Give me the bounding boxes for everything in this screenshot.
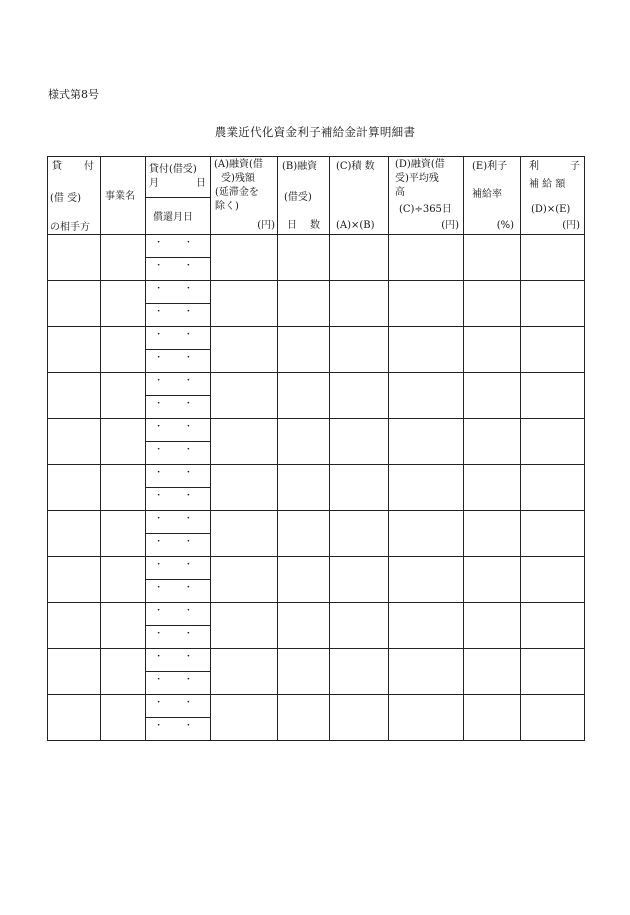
d-average-cell[interactable] [389,511,464,557]
b-days-cell[interactable] [278,557,330,603]
lender-cell[interactable] [48,281,101,327]
c-product-cell[interactable] [330,327,389,373]
header-b-loan-days: (B)融資 (借受) 日 数 [278,157,330,235]
b-days-cell[interactable] [278,281,330,327]
a-balance-cell[interactable] [211,465,278,511]
b-days-cell[interactable] [278,327,330,373]
loan-date-cell[interactable]: ・ ・ [146,373,211,396]
a-balance-cell[interactable] [211,695,278,741]
a-balance-cell[interactable] [211,373,278,419]
document-title: 農業近代化資金利子補給金計算明細書 [214,125,416,139]
e-rate-cell[interactable] [464,281,521,327]
repayment-date-cell[interactable]: ・ ・ [146,350,211,373]
lender-cell[interactable] [48,603,101,649]
loan-date-cell[interactable]: ・ ・ [146,695,211,718]
table-row [48,511,585,534]
f-amount-cell[interactable] [521,603,585,649]
business-cell[interactable] [101,695,146,741]
header-loan-date: 貸付(借受) 月 日 [146,157,211,198]
e-rate-cell[interactable] [464,649,521,695]
c-product-cell[interactable] [330,373,389,419]
d-average-cell[interactable] [389,373,464,419]
b-days-cell[interactable] [278,419,330,465]
lender-cell[interactable] [48,327,101,373]
d-average-cell[interactable] [389,419,464,465]
f-amount-cell[interactable] [521,419,585,465]
d-average-cell[interactable] [389,235,464,281]
table-row [48,419,585,442]
loan-date-cell[interactable]: ・ ・ [146,419,211,442]
c-product-cell[interactable] [330,649,389,695]
business-cell[interactable] [101,281,146,327]
repayment-date-cell[interactable]: ・ ・ [146,534,211,557]
f-amount-cell[interactable] [521,327,585,373]
c-product-cell[interactable] [330,281,389,327]
loan-date-cell[interactable]: ・ ・ [146,511,211,534]
c-product-cell[interactable] [330,511,389,557]
a-balance-cell[interactable] [211,281,278,327]
header-a-loan-balance: (A)融資(借 受)残額 (延滞金を 除く) (円) [211,157,278,235]
business-cell[interactable] [101,465,146,511]
repayment-date-cell[interactable]: ・ ・ [146,718,211,741]
a-balance-cell[interactable] [211,327,278,373]
lender-cell[interactable] [48,695,101,741]
loan-date-cell[interactable]: ・ ・ [146,281,211,304]
lender-cell[interactable] [48,557,101,603]
header-c-product: (C)積 数 (A)×(B) [330,157,389,235]
b-days-cell[interactable] [278,603,330,649]
b-days-cell[interactable] [278,373,330,419]
header-row [48,157,585,198]
b-days-cell[interactable] [278,695,330,741]
f-amount-cell[interactable] [521,281,585,327]
e-rate-cell[interactable] [464,419,521,465]
business-cell[interactable] [101,373,146,419]
lender-cell[interactable] [48,649,101,695]
e-rate-cell[interactable] [464,695,521,741]
business-cell[interactable] [101,327,146,373]
calculation-table [47,156,585,741]
header-f-subsidy-amount: 利 子 補 給 額 (D)×(E) (円) [521,157,585,235]
table-row [48,281,585,304]
repayment-date-cell[interactable]: ・ ・ [146,626,211,649]
table-row [48,373,585,396]
lender-cell[interactable] [48,373,101,419]
f-amount-cell[interactable] [521,511,585,557]
b-days-cell[interactable] [278,649,330,695]
header-repayment-date: 償還月日 [146,198,211,235]
a-balance-cell[interactable] [211,235,278,281]
c-product-cell[interactable] [330,419,389,465]
c-product-cell[interactable] [330,235,389,281]
d-average-cell[interactable] [389,281,464,327]
table-row [48,235,585,258]
business-cell[interactable] [101,603,146,649]
loan-date-cell[interactable]: ・ ・ [146,603,211,626]
a-balance-cell[interactable] [211,511,278,557]
b-days-cell[interactable] [278,465,330,511]
d-average-cell[interactable] [389,695,464,741]
repayment-date-cell[interactable]: ・ ・ [146,442,211,465]
e-rate-cell[interactable] [464,557,521,603]
lender-cell[interactable] [48,419,101,465]
a-balance-cell[interactable] [211,557,278,603]
loan-date-cell[interactable]: ・ ・ [146,465,211,488]
table-row [48,695,585,718]
d-average-cell[interactable] [389,649,464,695]
header-lender: 貸 付 (借 受) の相手方 [48,157,101,235]
f-amount-cell[interactable] [521,235,585,281]
e-rate-cell[interactable] [464,465,521,511]
f-amount-cell[interactable] [521,373,585,419]
lender-cell[interactable] [48,235,101,281]
b-days-cell[interactable] [278,511,330,557]
table-row [48,649,585,672]
c-product-cell[interactable] [330,603,389,649]
repayment-date-cell[interactable]: ・ ・ [146,488,211,511]
table-row [48,603,585,626]
header-e-subsidy-rate: (E)利子 補給率 (%) [464,157,521,235]
e-rate-cell[interactable] [464,603,521,649]
business-cell[interactable] [101,419,146,465]
e-rate-cell[interactable] [464,235,521,281]
repayment-date-cell[interactable]: ・ ・ [146,580,211,603]
header-business-name: 事業名 [101,157,146,235]
e-rate-cell[interactable] [464,511,521,557]
header-d-average-balance: (D)融資(借 受)平均残 高 (C)÷365日 (円) [389,157,464,235]
a-balance-cell[interactable] [211,603,278,649]
d-average-cell[interactable] [389,465,464,511]
loan-date-cell[interactable]: ・ ・ [146,649,211,672]
f-amount-cell[interactable] [521,465,585,511]
repayment-date-cell[interactable]: ・ ・ [146,258,211,281]
loan-date-cell[interactable]: ・ ・ [146,557,211,580]
f-amount-cell[interactable] [521,557,585,603]
table-row [48,465,585,488]
table-row [48,327,585,350]
a-balance-cell[interactable] [211,649,278,695]
e-rate-cell[interactable] [464,327,521,373]
f-amount-cell[interactable] [521,695,585,741]
a-balance-cell[interactable] [211,419,278,465]
repayment-date-cell[interactable]: ・ ・ [146,396,211,419]
d-average-cell[interactable] [389,557,464,603]
c-product-cell[interactable] [330,465,389,511]
c-product-cell[interactable] [330,557,389,603]
business-cell[interactable] [101,235,146,281]
loan-date-cell[interactable]: ・ ・ [146,327,211,350]
business-cell[interactable] [101,649,146,695]
e-rate-cell[interactable] [464,373,521,419]
d-average-cell[interactable] [389,603,464,649]
form-number: 様式第8号 [48,88,99,101]
repayment-date-cell[interactable]: ・ ・ [146,672,211,695]
business-cell[interactable] [101,511,146,557]
c-product-cell[interactable] [330,695,389,741]
lender-cell[interactable] [48,511,101,557]
f-amount-cell[interactable] [521,649,585,695]
b-days-cell[interactable] [278,235,330,281]
table-row [48,557,585,580]
repayment-date-cell[interactable]: ・ ・ [146,304,211,327]
loan-date-cell[interactable]: ・ ・ [146,235,211,258]
lender-cell[interactable] [48,465,101,511]
business-cell[interactable] [101,557,146,603]
d-average-cell[interactable] [389,327,464,373]
